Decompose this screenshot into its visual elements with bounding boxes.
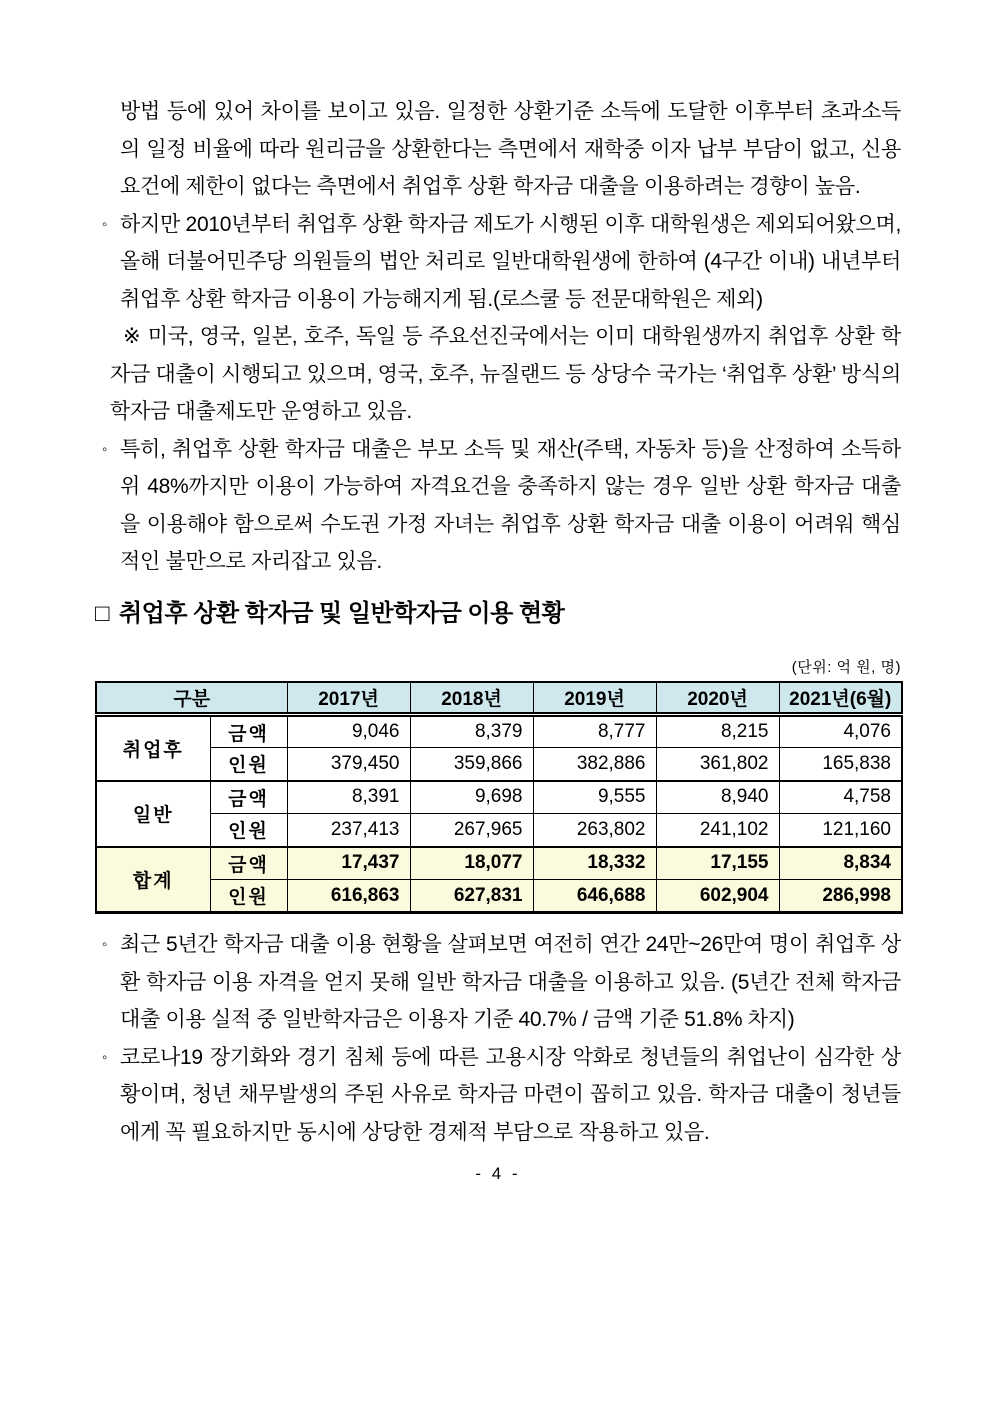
cell-value: 9,555 [533, 781, 656, 814]
bullet-covid-impact [95, 1039, 901, 1152]
reference-note-text: 미국, 영국, 일본, 호주, 독일 등 주요선진국에서는 이미 대학원생까지 취업후 상환 학자금 대출이 시행되고 있으며, 영국, 호주, 뉴질랜드 등 상당수 국가는 ‘취업후 상환’ 방식의 학자금 대출제도만 운영하고 있음. [110, 325, 901, 423]
table-row [96, 715, 902, 748]
cell-value: 9,046 [287, 715, 410, 748]
cell-value: 8,215 [656, 715, 779, 748]
bullet-icon: ◦ [102, 1048, 108, 1066]
row-group-icr: 취업후 [96, 715, 210, 781]
cell-value: 241,102 [656, 814, 779, 847]
table-row-total [96, 847, 902, 880]
cell-value: 237,413 [287, 814, 410, 847]
table-row [96, 781, 902, 814]
cell-value: 8,834 [779, 847, 902, 880]
cell-value: 263,802 [533, 814, 656, 847]
bullet-income-limit [95, 431, 901, 581]
column-header-2021: 2021년(6월) [779, 682, 902, 715]
cell-value: 361,802 [656, 748, 779, 781]
table-row [96, 748, 902, 781]
cell-value: 267,965 [410, 814, 533, 847]
column-header-2017: 2017년 [287, 682, 410, 715]
table-unit-note: (단위: 억 원, 명) [791, 658, 901, 676]
row-label-headcount: 인원 [210, 748, 287, 781]
bullet-law-change-text: 하지만 2010년부터 취업후 상환 학자금 제도가 시행된 이후 대학원생은 제외되어왔으며, 올해 더불어민주당 의원들의 법안 처리로 일반대학원생에 한하여 (4구간 이내) 내년부터 취업후 상환 학자금 이용이 가능해지게 됨.(로스쿨 등 전문대학원은 제외) [120, 212, 901, 311]
bullet-covid-impact-text: 코로나19 장기화와 경기 침체 등에 따른 고용시장 악화로 청년들의 취업난이 심각한 상황이며, 청년 채무발생의 주된 사유로 학자금 마련이 꼽히고 있음. 학자금 대출이 청년들에게 꼭 필요하지만 동시에 상당한 경제적 부담으로 작용하고 있음. [120, 1045, 901, 1144]
column-header-2020: 2020년 [656, 682, 779, 715]
section-heading [95, 598, 901, 630]
cell-value: 17,155 [656, 847, 779, 880]
page-number: - 4 - [475, 1164, 521, 1183]
cell-value: 359,866 [410, 748, 533, 781]
bullet-recent-usage [95, 926, 901, 1039]
cell-value: 4,076 [779, 715, 902, 748]
cell-value: 8,940 [656, 781, 779, 814]
cell-value: 121,160 [779, 814, 902, 847]
cell-value: 286,998 [779, 880, 902, 913]
reference-note [95, 318, 901, 431]
loan-usage-table [95, 681, 903, 915]
cell-value: 18,077 [410, 847, 533, 880]
cell-value: 8,777 [533, 715, 656, 748]
column-header-2018: 2018년 [410, 682, 533, 715]
cell-value: 8,379 [410, 715, 533, 748]
row-group-general: 일반 [96, 781, 210, 847]
row-label-amount: 금액 [210, 715, 287, 748]
table-header-row [96, 682, 902, 715]
document-page [95, 93, 901, 1184]
section-title: 취업후 상환 학자금 및 일반학자금 이용 현황 [119, 599, 565, 627]
cell-value: 165,838 [779, 748, 902, 781]
cell-value: 379,450 [287, 748, 410, 781]
column-header-2019: 2019년 [533, 682, 656, 715]
cell-value: 627,831 [410, 880, 533, 913]
cell-value: 602,904 [656, 880, 779, 913]
cell-value: 18,332 [533, 847, 656, 880]
cell-value: 9,698 [410, 781, 533, 814]
cell-value: 4,758 [779, 781, 902, 814]
cell-value: 8,391 [287, 781, 410, 814]
bullet-law-change [95, 206, 901, 319]
square-bullet-icon: □ [95, 599, 109, 627]
row-label-headcount: 인원 [210, 814, 287, 847]
cell-value: 382,886 [533, 748, 656, 781]
cell-value: 646,688 [533, 880, 656, 913]
cell-value: 17,437 [287, 847, 410, 880]
table-row [96, 814, 902, 847]
row-group-total: 합계 [96, 847, 210, 913]
reference-icon: ※ [123, 325, 142, 348]
bullet-recent-usage-text: 최근 5년간 학자금 대출 이용 현황을 살펴보면 여전히 연간 24만~26만여 명이 취업후 상환 학자금 이용 자격을 얻지 못해 일반 학자금 대출을 이용하고 있음. (5년간 전체 학자금 대출 이용 실적 중 일반학자금은 이용자 기준 40.7% / 금액 기준 51.8% 차지) [120, 933, 901, 1031]
cell-value: 616,863 [287, 880, 410, 913]
row-label-amount: 금액 [210, 781, 287, 814]
table-row-total [96, 880, 902, 913]
paragraph-repayment-method: 방법 등에 있어 차이를 보이고 있음. 일정한 상환기준 소득에 도달한 이후부터 초과소득의 일정 비율에 따라 원리금을 상환한다는 측면에서 재학중 이자 납부 부담이 없고, 신용요건에 제한이 없다는 측면에서 취업후 상환 학자금 대출을 이용하려는 경향이 높음. [120, 100, 901, 198]
bullet-income-limit-text: 특히, 취업후 상환 학자금 대출은 부모 소득 및 재산(주택, 자동차 등)을 산정하여 소득하위 48%까지만 이용이 가능하여 자격요건을 충족하지 않는 경우 일반 상환 학자금 대출을 이용해야 함으로써 수도권 가정 자녀는 취업후 상환 학자금 대출 이용이 어려워 핵심적인 불만으로 자리잡고 있음. [120, 437, 901, 573]
row-label-headcount: 인원 [210, 880, 287, 913]
bullet-icon: ◦ [102, 440, 108, 458]
column-header-category: 구분 [96, 682, 287, 715]
row-label-amount: 금액 [210, 847, 287, 880]
bullet-icon: ◦ [102, 936, 108, 953]
bullet-icon: ◦ [102, 215, 108, 233]
